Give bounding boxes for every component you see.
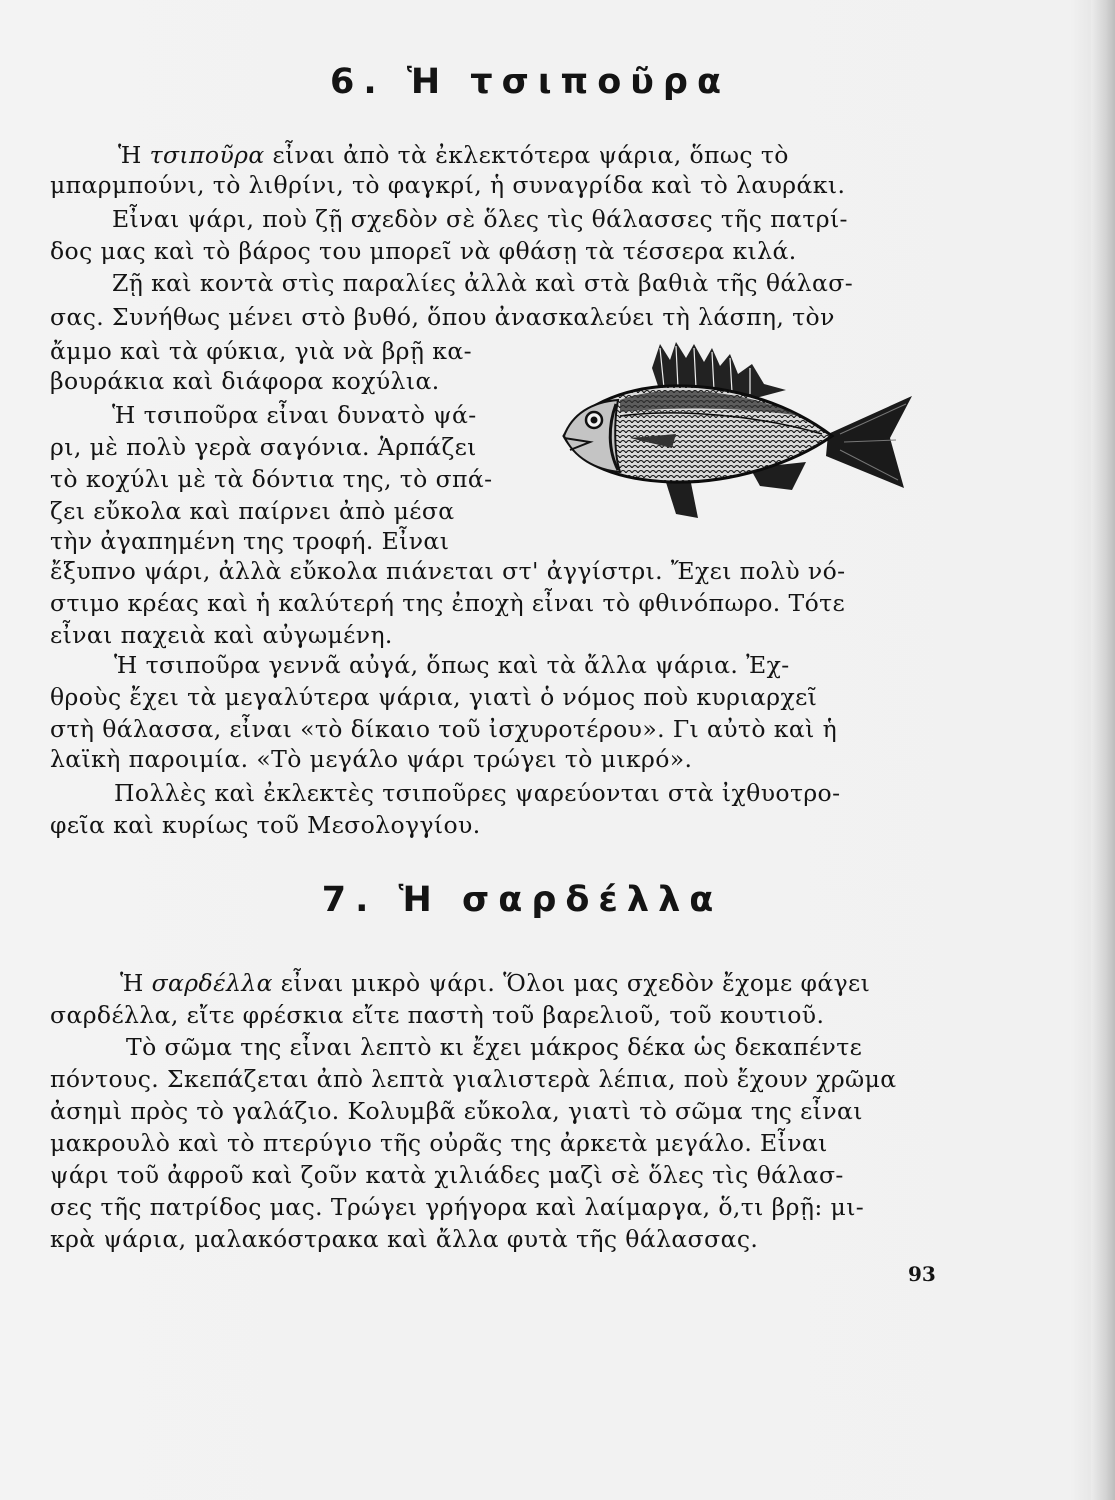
line-text: ζει εὔκολα καὶ παίρνει ἀπὸ μέσα: [50, 497, 455, 525]
italic-term: σαρδέλλα: [151, 969, 273, 997]
text-line: [50, 464, 493, 494]
line-text: πόντους. Σκεπάζεται ἀπὸ λεπτὰ γιαλιστερὰ λέπια, ποὺ ἔχουν χρῶμα: [50, 1065, 897, 1093]
line-text: Ἡ τσιποῦρα γεννᾶ αὐγά, ὅπως καὶ τὰ ἄλλα ψάρια. Ἐχ-: [114, 651, 790, 679]
text-line: [50, 682, 817, 712]
line-text: θροὺς ἔχει τὰ μεγαλύτερα ψάρια, γιατὶ ὁ νόμος ποὺ κυριαρχεῖ: [50, 683, 818, 711]
line-text: Εἶναι ψάρι, ποὺ ζῇ σχεδὸν σὲ ὅλες τὶς θάλασσες τῆς πατρί-: [112, 205, 848, 233]
line-text: μπαρμπούνι, τὸ λιθρίνι, τὸ φαγκρί, ἡ συναγρίδα καὶ τὸ λαυράκι.: [50, 171, 846, 199]
text-line: [50, 1160, 844, 1190]
line-text: Πολλὲς καὶ ἐκλεκτὲς τσιποῦρες ψαρεύονται στὰ ἰχθυοτρο-: [114, 779, 841, 807]
text-line: [50, 744, 692, 774]
line-text: ἀσημὶ πρὸς τὸ γαλάζιο. Κολυμβᾶ εὔκολα, γιατὶ τὸ σῶμα της εἶναι: [50, 1097, 863, 1125]
line-text: εἶναι παχειὰ καὶ αὐγωμένη.: [50, 621, 393, 649]
line-text: ἄμμο καὶ τὰ φύκια, γιὰ νὰ βρῇ κα-: [50, 337, 472, 365]
text-line: [50, 620, 393, 650]
line-lead: Ἡ: [118, 141, 150, 169]
line-text: στὴ θάλασσα, εἶναι «τὸ δίκαιο τοῦ ἰσχυροτέρου». Γι αὐτὸ καὶ ἡ: [50, 715, 838, 743]
line-text: σαρδέλλα, εἴτε φρέσκια εἴτε παστὴ τοῦ βαρελιοῦ, τοῦ κουτιοῦ.: [50, 1001, 825, 1029]
page-spine-shadow: [1091, 0, 1115, 1500]
line-text: στιμο κρέας καὶ ἡ καλύτερή της ἐποχὴ εἶναι τὸ φθινόπωρο. Τότε: [50, 589, 846, 617]
text-line: [50, 366, 440, 396]
line-text: ἔξυπνο ψάρι, ἀλλὰ εὔκολα πιάνεται στ' ἀγγίστρι. Ἔχει πολὺ νό-: [50, 557, 846, 585]
italic-term: τσιποῦρα: [149, 141, 265, 169]
sea-bream-illustration: [560, 338, 920, 524]
text-line: [50, 1096, 863, 1126]
text-line: [114, 778, 840, 808]
text-line: [50, 302, 835, 332]
text-line: [118, 140, 789, 170]
line-text: ρι, μὲ πολὺ γερὰ σαγόνια. Ἁρπάζει: [50, 433, 477, 461]
text-line: [50, 1000, 824, 1030]
line-text: εἶναι ἀπὸ τὰ ἐκλεκτότερα ψάρια, ὅπως τὸ: [264, 141, 789, 169]
section-heading-sardella: 7. Ἡ σαρδέλλα: [321, 880, 723, 920]
line-text: σας. Συνήθως μένει στὸ βυθό, ὅπου ἀνασκαλεύει τὴ λάσπη, τὸν: [50, 303, 835, 331]
text-line: [112, 204, 848, 234]
line-text: εἶναι μικρὸ ψάρι. Ὅλοι μας σχεδὸν ἔχομε φάγει: [272, 969, 871, 997]
line-text: σες τῆς πατρίδος μας. Τρώγει γρήγορα καὶ λαίμαργα, ὅ,τι βρῇ: μι-: [50, 1193, 865, 1221]
text-line: [50, 1224, 758, 1254]
text-line: [50, 432, 477, 462]
line-text: φεῖα καὶ κυρίως τοῦ Μεσολογγίου.: [50, 811, 481, 839]
text-line: [126, 1032, 862, 1062]
text-line: [50, 236, 797, 266]
text-line: [50, 496, 455, 526]
line-text: βουράκια καὶ διάφορα κοχύλια.: [50, 367, 440, 395]
line-text: τὴν ἀγαπημένη της τροφή. Εἶναι: [50, 527, 450, 555]
line-text: τὸ κοχύλι μὲ τὰ δόντια της, τὸ σπά-: [50, 465, 493, 493]
text-line: [50, 810, 481, 840]
text-line: [50, 170, 845, 200]
text-line: [114, 650, 790, 680]
line-text: Τὸ σῶμα της εἶναι λεπτὸ κι ἔχει μάκρος δέκα ὡς δεκαπέντε: [126, 1033, 863, 1061]
line-lead: Ἡ: [120, 969, 152, 997]
line-text: κρὰ ψάρια, μαλακόστρακα καὶ ἄλλα φυτὰ τῆς θάλασσας.: [50, 1225, 759, 1253]
text-line: [50, 1128, 828, 1158]
text-line: [50, 588, 845, 618]
line-text: Ζῇ καὶ κοντὰ στὶς παραλίες ἀλλὰ καὶ στὰ βαθιὰ τῆς θάλασ-: [112, 269, 854, 297]
line-text: λαϊκὴ παροιμία. «Τὸ μεγάλο ψάρι τρώγει τὸ μικρό».: [50, 745, 693, 773]
text-line: [50, 1192, 864, 1222]
text-line: [50, 714, 837, 744]
section-heading-tsipoura: 6. Ἡ τσιποῦρα: [329, 62, 730, 102]
text-line: [120, 968, 870, 998]
text-line: [50, 526, 449, 556]
text-line: [112, 268, 853, 298]
page-number: 93: [908, 1262, 936, 1286]
line-text: Ἡ τσιποῦρα εἶναι δυνατὸ ψά-: [112, 401, 477, 429]
text-line: [50, 556, 846, 586]
text-line: [50, 336, 472, 366]
line-text: δος μας καὶ τὸ βάρος του μπορεῖ νὰ φθάσῃ τὰ τέσσερα κιλά.: [50, 237, 797, 265]
line-text: μακρουλὸ καὶ τὸ πτερύγιο τῆς οὐρᾶς της ἀρκετὰ μεγάλο. Εἶναι: [50, 1129, 828, 1157]
line-text: ψάρι τοῦ ἀφροῦ καὶ ζοῦν κατὰ χιλιάδες μαζὶ σὲ ὅλες τὶς θάλασ-: [50, 1161, 844, 1189]
text-line: [50, 1064, 897, 1094]
text-line: [112, 400, 477, 430]
